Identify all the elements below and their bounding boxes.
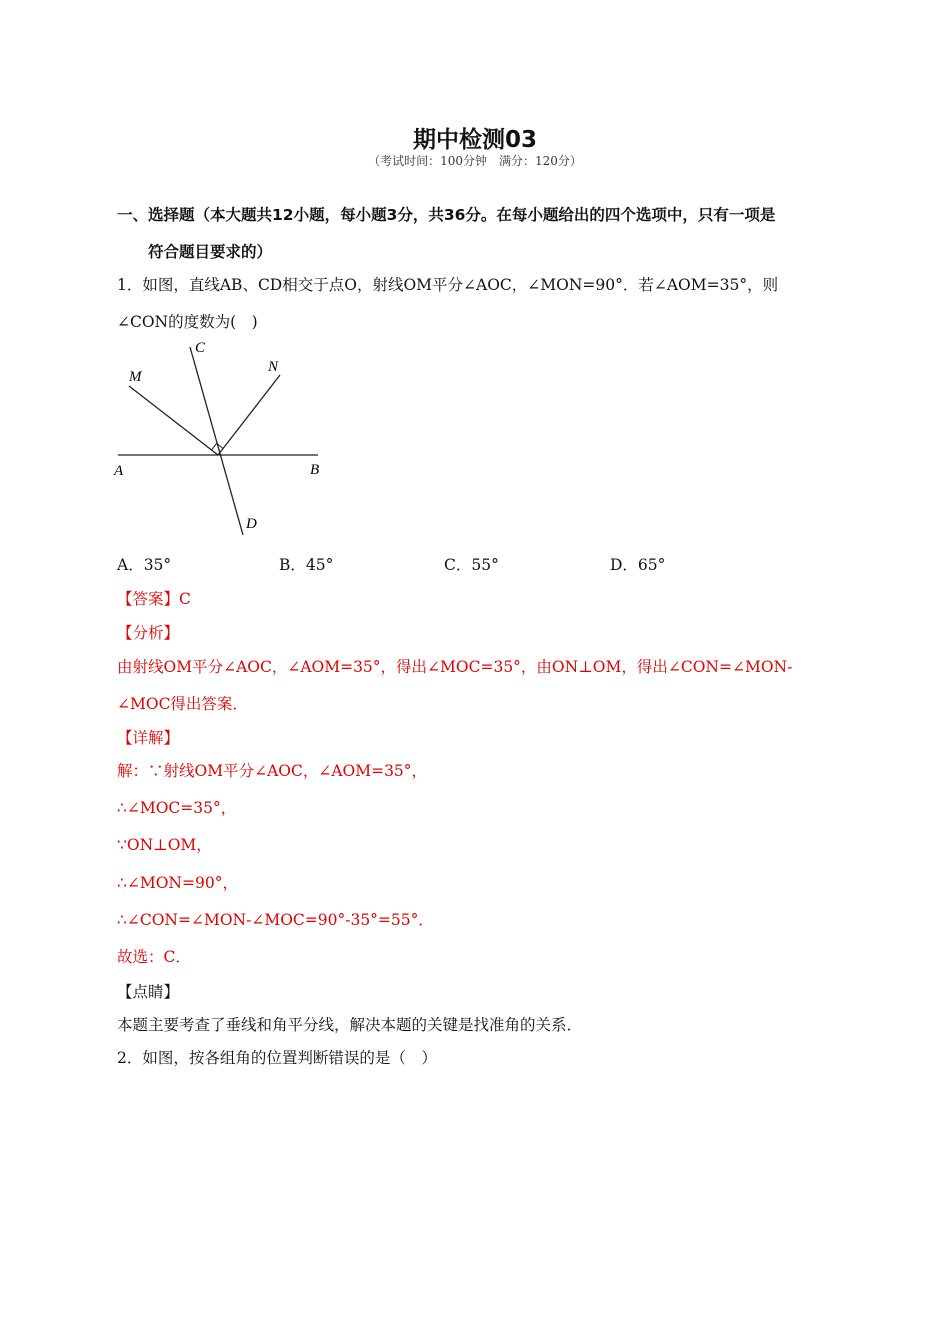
question-1-stem-line2: ∠CON的度数为( ) <box>117 313 258 331</box>
analysis-line1: 由射线OM平分∠AOC，∠AOM=35°，得出∠MOC=35°，由ON⊥OM，得出∠CON=∠MON- <box>117 658 793 676</box>
right-angle-mark <box>212 443 224 450</box>
question-2-stem: 2．如图，按各组角的位置判断错误的是（ ） <box>117 1049 437 1067</box>
detail-line-1: 解：∵射线OM平分∠AOC，∠AOM=35°， <box>117 762 428 780</box>
label-m: M <box>129 369 142 385</box>
detail-line-5: ∴∠CON=∠MON-∠MOC=90°-35°=55°． <box>117 911 434 929</box>
option-b: B．45° <box>279 556 334 574</box>
section-heading-line1: 一、选择题（本大题共12小题，每小题3分，共36分。在每小题给出的四个选项中，只有一项是 <box>117 206 776 224</box>
answer: 【答案】C <box>117 590 191 608</box>
detail-label: 【详解】 <box>117 729 180 747</box>
detail-line-2: ∴∠MOC=35°， <box>117 799 237 817</box>
option-d: D．65° <box>610 556 666 574</box>
exam-info: （考试时间：100分钟 满分：120分） <box>368 154 582 168</box>
detail-line-6: 故选：C． <box>117 948 191 966</box>
detail-line-3: ∵ON⊥OM， <box>117 836 212 854</box>
detail-line-4: ∴∠MON=90°， <box>117 874 238 892</box>
comment-text: 本题主要考查了垂线和角平分线，解决本题的关键是找准角的关系． <box>117 1016 583 1034</box>
label-n: N <box>268 359 279 375</box>
section-heading-line2: 符合题目要求的） <box>148 243 273 261</box>
analysis-line2: ∠MOC得出答案． <box>117 695 248 713</box>
line-cd <box>190 347 243 535</box>
label-c: C <box>195 340 206 356</box>
label-d: D <box>246 516 257 532</box>
ray-om <box>129 386 218 455</box>
ray-on <box>218 375 280 455</box>
comment-label: 【点睛】 <box>117 983 180 1001</box>
question-1-stem-line1: 1．如图，直线AB、CD相交于点O，射线OM平分∠AOC，∠MON=90°．若∠AOM=35°，则 <box>117 276 779 294</box>
geometry-figure <box>110 335 340 540</box>
label-b: B <box>310 462 320 478</box>
option-c: C．55° <box>444 556 499 574</box>
option-a: A．35° <box>117 556 172 574</box>
label-a: A <box>114 463 124 479</box>
analysis-label: 【分析】 <box>117 624 180 642</box>
page-title: 期中检测03 <box>412 127 537 153</box>
